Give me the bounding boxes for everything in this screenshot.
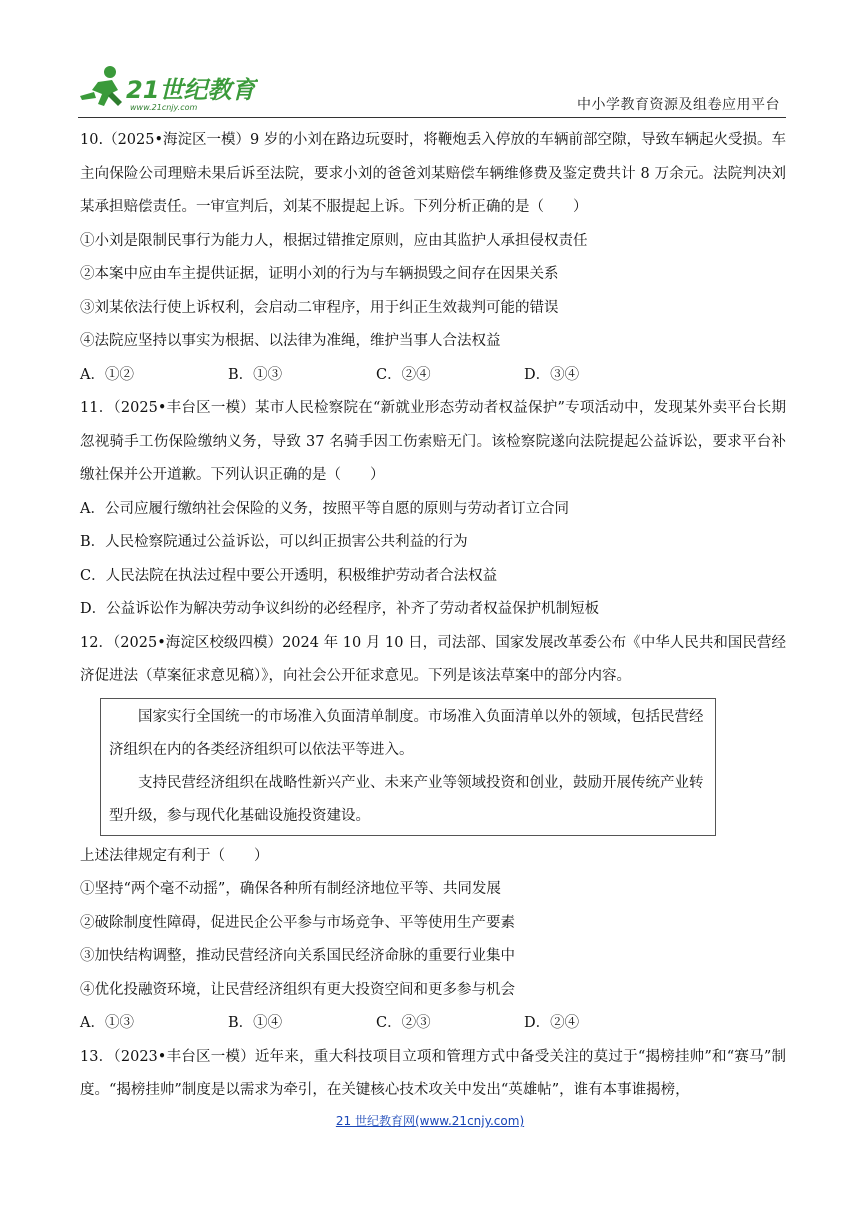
- logo-21cnjy: [78, 64, 258, 114]
- footer-link[interactable]: 21 世纪教育网(www.21cnjy.com): [335, 1114, 525, 1128]
- choice-b: B．①④: [228, 1015, 283, 1031]
- law-excerpt-paragraph-1: 国家实行全国统一的市场准入负面清单制度。市场准入负面清单以外的领域，包括民营经济组织在内的各类经济组织可以依法平等进入。: [109, 708, 704, 758]
- question-13-stem: 13．（2023•丰台区一模）近年来，重大科技项目立项和管理方式中备受关注的莫过于“揭榜挂帅”和“赛马”制度。“揭榜挂帅”制度是以需求为牵引，在关键核心技术攻关中发出“英雄帖”，谁有本事谁揭榜，: [80, 1048, 786, 1098]
- law-excerpt-box: [100, 698, 716, 836]
- choice-c: C．②③: [376, 1015, 431, 1031]
- question-12-option-3: ③加快结构调整，推动民营经济向关系国民经济命脉的重要行业集中: [80, 948, 515, 964]
- choice-d: D．③④: [524, 366, 580, 383]
- question-11-option-d: D．公益诉讼作为解决劳动争议纠纷的必经程序，补齐了劳动者权益保护机制短板: [80, 601, 600, 617]
- question-10-option-3: ③刘某依法行使上诉权利，会启动二审程序，用于纠正生效裁判可能的错误: [80, 299, 559, 316]
- question-11-option-c: C．人民法院在执法过程中要公开透明，积极维护劳动者合法权益: [80, 567, 498, 584]
- question-10-stem: 10.（2025•海淀区一模）9 岁的小刘在路边玩耍时，将鞭炮丢入停放的车辆前部空隙，导致车辆起火受损。车主向保险公司理赔未果后诉至法院，要求小刘的爸爸刘某赔偿车辆维修费及鉴定费共计 8 万余元。法院判决刘某承担赔偿责任。一审宣判后，刘某不服提起上诉。下列分析正确的是（ ）: [80, 132, 786, 215]
- question-12-stem: 12．（2025•海淀区校级四模）2024 年 10 月 10 日，司法部、国家发展改革委公布《中华人民共和国民营经济促进法（草案征求意见稿）》，向社会公开征求意见。下列是该法草案中的部分内容。: [80, 634, 786, 684]
- question-12-lead: 上述法律规定有利于（ ）: [80, 847, 269, 864]
- running-figure-icon: [80, 66, 122, 106]
- question-10-option-4: ④法院应坚持以事实为根据、以法律为准绳，维护当事人合法权益: [80, 333, 501, 349]
- question-12-option-4: ④优化投融资环境，让民营经济组织有更大投资空间和更多参与机会: [80, 981, 515, 998]
- choice-a: A．①③: [80, 1015, 134, 1031]
- question-11-option-a: A．公司应履行缴纳社会保险的义务，按照平等自愿的原则与劳动者订立合同: [80, 500, 569, 517]
- logo-text: 21世纪教育: [126, 76, 256, 104]
- question-11-option-b: B．人民检察院通过公益诉讼，可以纠正损害公共利益的行为: [80, 534, 468, 550]
- choice-d: D．②④: [524, 1015, 580, 1031]
- question-12-option-1: ①坚持“两个毫不动摇”，确保各种所有制经济地位平等、共同发展: [80, 881, 501, 897]
- header-divider: [78, 117, 786, 118]
- choice-b: B．①③: [228, 366, 283, 383]
- question-10-option-1: ①小刘是限制民事行为能力人，根据过错推定原则，应由其监护人承担侵权责任: [80, 232, 588, 249]
- platform-title: 中小学教育资源及组卷应用平台: [577, 97, 780, 113]
- question-10-choices: [80, 359, 786, 393]
- exam-content: [80, 124, 786, 1108]
- choice-a: A．①②: [80, 366, 134, 383]
- choice-c: C．②④: [376, 366, 431, 383]
- logo-url: www.21cnjy.com: [130, 103, 198, 112]
- question-11-stem: 11．（2025•丰台区一模）某市人民检察院在“新就业形态劳动者权益保护”专项活动中，发现某外卖平台长期忽视骑手工伤保险缴纳义务，导致 37 名骑手因工伤索赔无门。该检察院遂向法院提起公益诉讼，要求平台补缴社保并公开道歉。下列认识正确的是（ ）: [80, 400, 786, 483]
- question-10-option-2: ②本案中应由车主提供证据，证明小刘的行为与车辆损毁之间存在因果关系: [80, 266, 559, 282]
- question-12-option-2: ②破除制度性障碍，促进民企公平参与市场竞争、平等使用生产要素: [80, 914, 515, 931]
- question-12-choices: [80, 1007, 786, 1041]
- law-excerpt-paragraph-2: 支持民营经济组织在战略性新兴产业、未来产业等领域投资和创业，鼓励开展传统产业转型升级，参与现代化基础设施投资建设。: [109, 774, 704, 824]
- page-header: [78, 64, 780, 116]
